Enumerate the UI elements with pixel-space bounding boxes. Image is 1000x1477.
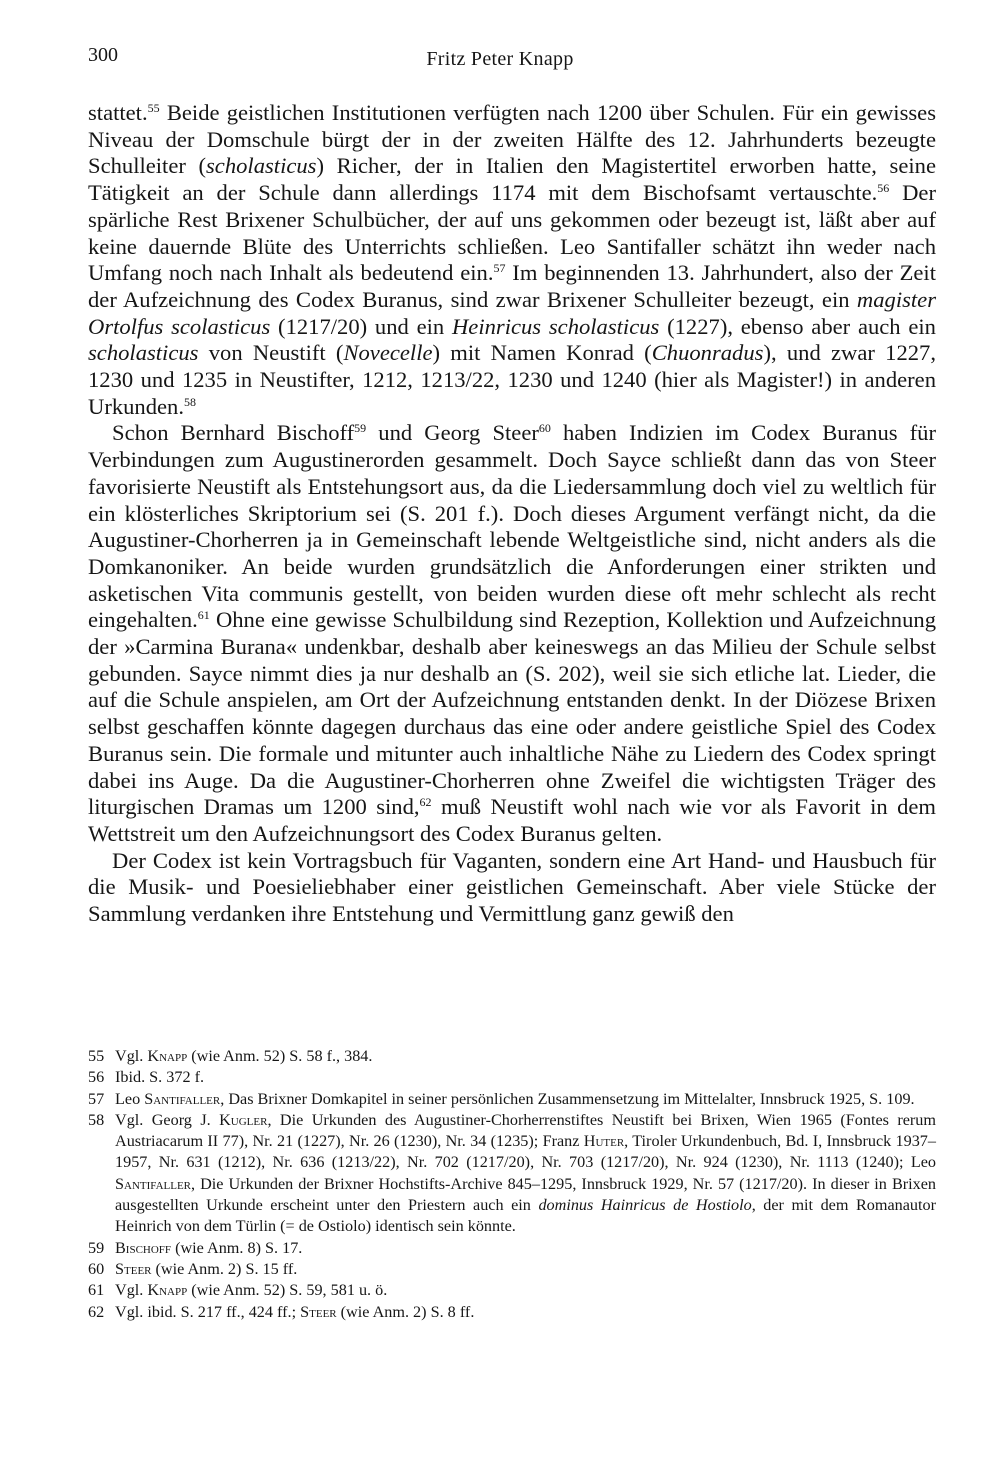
author-name: Knapp [147, 1047, 188, 1065]
page-number: 300 [88, 44, 118, 66]
text-run: muß Neustift wohl nach wie vor als Favorit in dem Wettstreit um den Aufzeichnungsort des Codex Buranus gelten. [88, 794, 936, 846]
footnote-60 [88, 1259, 936, 1280]
main-text [88, 100, 936, 928]
italic-term: scholasticus [206, 153, 317, 179]
text-run: Ibid. S. 372 f. [115, 1068, 205, 1087]
text-run: , Die Urkunden des Augustiner-Chorherrenstiftes Neustift bei Brixen, Wien 1965 (Fontes rerum Austriacarum II 77), Nr. 21 (1227), Nr. 26 (1230), Nr. 34 (1235); Franz [115, 1110, 936, 1151]
author-name: Santifaller [144, 1089, 221, 1108]
footnote-number: 56 [88, 1068, 105, 1087]
author-name: Santifaller [115, 1174, 192, 1193]
footnote-58 [88, 1110, 936, 1238]
footnote-ref-55: 55 [147, 101, 160, 115]
text-run: haben Indizien im Codex Buranus für Verbindungen zum Augustinerorden gesammelt. Doch Sayce schließt dann das von Steer favorisierte Neustift als Entstehungsort aus, da die Liedersammlung doch viel zu weltlich für ein klösterliches Skriptorium sei (S. 201 f.). Doch dieses Argument verfängt nicht, da die Augustiner-Chorherren ja in Gemeinschaft lebende Weltgeistliche sind, nicht anders als die Domkanoniker. An beide wurden grundsätzlich die Anforderungen einer strikten und asketischen Vita communis gestellt, von beiden wurden diese oft mehr schlecht als recht eingehalten. [88, 420, 936, 633]
footnote-62 [88, 1302, 936, 1323]
italic-term: magister Ortolfus scolasticus [88, 286, 936, 339]
text-run: (wie Anm. 52) S. 59, 581 u. ö. [187, 1281, 388, 1300]
italic-term: Chuonradus [651, 340, 764, 366]
text-run: (wie Anm. 2) S. 15 ff. [151, 1259, 298, 1278]
text-run: (wie Anm. 2) S. 8 ff. [336, 1302, 475, 1321]
footnote-number: 59 [88, 1238, 105, 1257]
text-run: , Tiroler Urkundenbuch, Bd. I, Innsbruck 1937–1957, Nr. 631 (1212), Nr. 636 (1213/22), Nr. 702 (1217/20), Nr. 703 (1217/20), Nr. 924 (1230), Nr. 1113 (1240); Leo [115, 1132, 936, 1172]
author-name: Kugler [219, 1110, 268, 1129]
text-run: Schon Bernhard Bischoff [112, 420, 355, 446]
footnote-ref-57: 57 [493, 261, 506, 276]
text-run: Vgl. Georg J. [115, 1110, 220, 1129]
footnote-61 [88, 1280, 936, 1301]
author-name: Huter [583, 1132, 625, 1151]
italic-term: scholasticus [88, 340, 199, 366]
text-run: (wie Anm. 52) S. 58 f., 384. [187, 1047, 373, 1065]
text-run: , Das Brixner Domkapitel in seiner persönlichen Zusammensetzung im Mittelalter, Innsbruck 1925, S. 109. [220, 1089, 915, 1108]
footnote-number: 55 [88, 1047, 105, 1065]
footnote-ref-61: 61 [197, 608, 210, 623]
text-run: , Die Urkunden der Brixner Hochstifts-Archive 845–1295, Innsbruck 1929, Nr. 57 (1217/20). In dieser in Brixen ausgestellten Urkunde erscheint unter den Priestern auch ein [115, 1174, 936, 1215]
footnote-ref-62: 62 [419, 795, 432, 810]
footnote-ref-60: 60 [538, 421, 551, 436]
text-run: Der Codex ist kein Vortragsbuch für Vaganten, sondern eine Art Hand- und Hausbuch für die Musik- und Poesieliebhaber einer geistlichen Gemeinschaft. Aber viele Stücke der Sammlung verdanken ihre Entstehung und Vermittlung ganz gewiß den [88, 847, 936, 927]
text-run: (1217/20) und ein [270, 313, 452, 339]
footnote-57 [88, 1089, 936, 1110]
text-run: Vgl. [115, 1047, 148, 1065]
text-run: Ohne eine gewisse Schulbildung sind Rezeption, Kollektion und Aufzeichnung der »Carmina Burana« undenkbar, deshalb aber keineswegs an das Milieu der Schule selbst gebunden. Sayce nimmt dies ja nur deshalb an (S. 202), weil sie sich etliche lat. Lieder, die auf die Schule anspielen, am Ort der Aufzeichnung entstanden denkt. In der Diözese Brixen selbst geschaffen könnte dagegen durchaus das eine oder andere geistliche Spiel des Codex Buranus sein. Die formale und mitunter auch inhaltliche Nähe zu Liedern des Codex springt dabei ins Auge. Da die Augustiner-Chorherren ohne Zweifel die wichtigsten Träger des liturgischen Dramas um 1200 sind, [88, 607, 936, 820]
text-run: (1227), ebenso aber auch ein [659, 313, 936, 339]
text-run: und Georg Steer [366, 420, 539, 446]
footnote-56 [88, 1067, 936, 1088]
paragraph [88, 420, 936, 847]
footnote-ref-56: 56 [877, 181, 890, 196]
footnote-ref-58: 58 [184, 394, 197, 409]
italic-term: dominus Hainricus de Hostiolo [538, 1196, 752, 1215]
text-run: Beide geistlichen Institutionen verfügten nach 1200 über Schulen. Für ein gewisses Niveau der Domschule bürgt der in der zweiten Hälfte des 12. Jahrhunderts bezeugte Schulleiter ( [88, 100, 936, 179]
footnote-number: 57 [88, 1089, 105, 1108]
author-name: Steer [300, 1302, 337, 1321]
running-head: Fritz Peter Knapp [426, 48, 574, 70]
text-run: Im beginnenden 13. Jahrhundert, also der Zeit der Aufzeichnung des Codex Buranus, sind zwar Brixener Schulleiter bezeugt, ein [88, 260, 936, 312]
italic-term: Heinricus scholasticus [451, 313, 660, 339]
text-run: ) Richer, der in Italien den Magistertitel erworben hatte, seine Tätigkeit an der Schule dann allerdings 1174 mit dem Bischofsamt vertauschte. [88, 153, 936, 206]
footnote-ref-59: 59 [354, 421, 367, 436]
footnote-number: 58 [88, 1110, 105, 1129]
text-run: Vgl. [115, 1281, 148, 1300]
author-name: Steer [115, 1259, 152, 1278]
footnote-number: 60 [88, 1259, 105, 1278]
text-run: Leo [115, 1089, 145, 1108]
text-run: (wie Anm. 8) S. 17. [171, 1238, 303, 1257]
text-run: , der mit dem Romanautor Heinrich von dem Türlin (= de Ostiolo) identisch sein könnte. [115, 1196, 937, 1236]
paragraph [88, 848, 936, 928]
footnote-55 [88, 1046, 936, 1067]
italic-term: Novecelle [343, 340, 433, 366]
author-name: Knapp [147, 1281, 188, 1300]
text-run: von Neustift ( [198, 340, 344, 366]
text-run: stattet. [88, 100, 148, 125]
author-name: Bischoff [115, 1238, 172, 1257]
text-run: Der spärliche Rest Brixener Schulbücher, der auf uns gekommen oder bezeugt ist, läßt aber auf keine dauernde Blüte des Unterrichts schließen. Leo Santifaller schätzt ihn weder nach Umfang noch nach Inhalt als bedeutend ein. [88, 180, 936, 286]
text-run: Vgl. ibid. S. 217 ff., 424 ff.; [115, 1302, 301, 1321]
paragraph [88, 100, 936, 420]
text-run: ) mit Namen Konrad ( [432, 340, 652, 366]
footnote-number: 61 [88, 1281, 105, 1300]
footnote-59 [88, 1238, 936, 1259]
footnotes [88, 1046, 936, 1323]
text-run: ), und zwar 1227, 1230 und 1235 in Neustifter, 1212, 1213/22, 1230 und 1240 (hier als Magister!) in anderen Urkunden. [88, 340, 936, 419]
footnote-number: 62 [88, 1302, 105, 1321]
